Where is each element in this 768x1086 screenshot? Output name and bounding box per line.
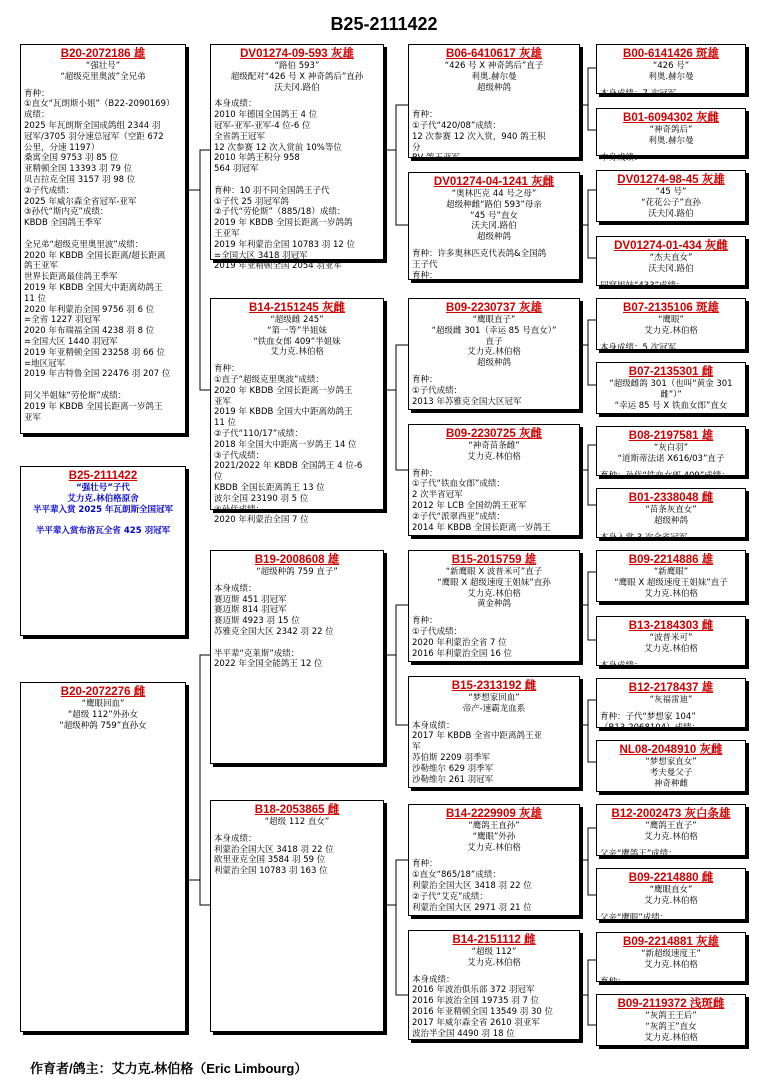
connector-b7: [384, 860, 408, 995]
result-line: RV 鸽王亚军: [412, 153, 460, 164]
ancestor-card-b28: [596, 804, 746, 859]
result-line: ②子代“派翠西亚”成绩：: [412, 511, 505, 522]
pigeon-note: 利奥.赫尔曼: [648, 135, 694, 146]
result-line: 2016 年波治全国 19735 羽 7 位: [412, 996, 540, 1007]
result-line: 沙勒维尔 261 羽冠军: [412, 774, 494, 785]
result-line: 贝吉拉克全国 3157 羽 98 位: [24, 174, 136, 185]
pigeon-note: 利奥.赫尔曼: [471, 71, 517, 82]
pigeon-note: “426 号”: [652, 61, 690, 71]
ancestor-card-b23: [596, 488, 746, 543]
result-line: ③子代成绩：: [214, 450, 265, 461]
result-line: 公里，分速 1197）: [24, 142, 100, 153]
result-line: 育种：: [412, 110, 438, 121]
highlight-line: [24, 515, 182, 526]
result-line: 分: [412, 142, 421, 153]
ancestor-card-b25: [596, 616, 746, 671]
pigeon-note: “鹰眼”: [658, 315, 684, 325]
pigeon-note: 艾力克.林伯格: [644, 831, 698, 842]
result-line: 冠军-亚军-亚军-4 位-6 位: [214, 120, 311, 131]
ring-number: B09-2214881 灰雄: [623, 936, 719, 948]
pigeon-note: 沃夫冈.路伯: [648, 208, 694, 219]
result-line: 育种：: [24, 88, 50, 99]
pigeon-note: 沃夫冈.路伯: [274, 82, 320, 93]
pigeon-note: “奥林匹克 44 号之母”: [451, 189, 537, 199]
result-line: =地区冠军: [24, 358, 66, 369]
result-line: 成绩：: [24, 110, 50, 121]
ancestor-card-b12: [408, 550, 580, 662]
result-line: 11 位: [24, 293, 47, 304]
ring-number: B09-2214880 雌: [628, 872, 714, 884]
result-line: 利蒙治全国 10783 羽 163 位: [214, 866, 328, 877]
ancestor-card-b10: [408, 298, 580, 410]
result-line: 2019 年 KBDB 全国大中距离幼鸽王: [214, 407, 353, 418]
ancestor-card-b15: [408, 930, 580, 1040]
result-line: 世界长距离最佳鸽王季军: [24, 272, 118, 283]
result-line: =全国大区 3418 羽冠军: [214, 250, 308, 261]
pigeon-note: 超级种鸽: [476, 358, 511, 369]
highlight-line: 艾力克.林伯格原舍: [67, 493, 139, 504]
pigeon-note: “鹰眼回血”: [81, 699, 125, 709]
result-line: 2019 年利蒙治全国 10783 羽 12 位: [214, 239, 355, 250]
pigeon-note: 艾力克.林伯格: [467, 588, 521, 599]
result-line: 同窝姐妹“433”成绩：: [600, 280, 685, 291]
result-line: 育种：: [214, 364, 240, 375]
sire-card: [20, 44, 186, 434]
ring-number: DV01274-98-45 灰雄: [617, 174, 725, 186]
highlight-line: 半平辈入赏 2025 年瓦朗斯全国冠军: [32, 504, 174, 515]
ring-number: B06-6410617 灰雄: [446, 48, 542, 60]
pigeon-note: “灰鸽王”直女: [645, 1021, 697, 1032]
pigeon-note: “超级种鸽 759 直子”: [256, 567, 338, 577]
pigeon-note: “鹰鸽王直子”: [645, 821, 697, 831]
pigeon-note: 雌”）”: [660, 389, 682, 400]
result-line: 育种：: [412, 270, 438, 281]
pigeon-note: 艾力克.林伯格: [644, 895, 698, 906]
result-line: 2012 年 LCB 全国幼鸽王亚军: [412, 500, 527, 511]
result-line: 苏伯斯 2209 羽季军: [412, 752, 491, 763]
pigeon-note: “神奇鸽后”: [649, 125, 693, 135]
ancestor-card-b8: [408, 44, 580, 164]
result-line: 全兄弟“超级克里奥里波”成绩：: [24, 239, 144, 250]
result-line: 赛迈斯 451 羽冠军: [214, 594, 287, 605]
result-line: ②子代“110/17”成绩：: [214, 428, 303, 439]
result-line: 桑寓全国 9753 羽 85 位: [24, 153, 119, 164]
pigeon-note: 超级配对“426 号 X 神奇鸽后”直孙: [230, 71, 364, 82]
ring-number: B20-2072186 雄: [60, 48, 146, 60]
pigeon-note: “道斯蒂法诺 X616/03”直子: [617, 453, 725, 464]
result-line: 本身成绩：: [214, 833, 257, 844]
ring-number: B09-2230725 灰雌: [446, 428, 542, 440]
ring-number: B12-2178437 雄: [628, 682, 714, 694]
pigeon-note: 黄金种鸽: [476, 599, 511, 610]
result-line: =全国大区 1440 羽冠军: [24, 336, 118, 347]
pigeon-note: 艾力克.林伯格: [467, 451, 521, 462]
result-line: 赛迈斯 814 羽冠军: [214, 605, 287, 616]
result-line: 欧里亚克全国 3584 羽 59 位: [214, 855, 326, 866]
ancestor-card-b30: [596, 932, 746, 987]
ring-number: B15-2015759 雄: [451, 554, 537, 566]
ring-number: B07-2135106 斑雄: [623, 302, 719, 314]
result-line: 育种：: [412, 616, 438, 627]
pigeon-note: “波普米可”: [649, 633, 693, 643]
highlight-line: 半平辈入赏布洛瓦全省 425 羽冠军: [35, 526, 171, 537]
result-line: 本身成绩：: [412, 974, 455, 985]
result-line: ①子代成绩：: [412, 385, 463, 396]
result-line: 2021/2022 年 KBDB 全国鸽王 4 位-6: [214, 461, 363, 472]
result-line: 2014 年 KBDB 全国长距离一岁鸽王: [412, 522, 551, 533]
ring-number: B00-6141426 斑雄: [623, 48, 719, 60]
pigeon-note: 帝产-速霸龙血系: [462, 703, 526, 714]
ancestor-card-b18: [596, 170, 746, 222]
result-line: 全省鸽王冠军: [214, 131, 266, 142]
pigeon-note: “杰夫直女”: [649, 253, 693, 263]
pigeon-note: 超级种雌“路伯 593”母亲: [446, 199, 542, 210]
result-line: ①子代成绩：: [412, 626, 463, 637]
result-line: 半平辈“克莱斯”成绩：: [214, 648, 300, 659]
pigeon-note: “鹰眼”外孙: [472, 831, 516, 842]
pigeon-note: “超级 112”: [471, 947, 517, 957]
ring-number: B20-2072276 雌: [60, 686, 146, 698]
result-line: 父亲“鹰眼”成绩：: [600, 912, 669, 923]
result-line: 2025 年威尔森全省冠军-亚军: [24, 196, 137, 207]
result-line: 2020 年 KBDB 全国长距离一岁鸽王: [214, 385, 353, 396]
pigeon-note: “梦想家直女”: [645, 757, 697, 767]
ancestor-card-b29: [596, 868, 746, 923]
result-line: 2018 年全国大中距离一岁鸽王 14 位: [214, 439, 357, 450]
result-line: 2019 年 KBDB 全国长距离一岁鸽王: [24, 401, 163, 412]
result-line: 育种：许多奥林匹克代表鸽&全国鸽: [412, 248, 547, 259]
pigeon-note: “第一等”半姐妹: [267, 325, 327, 336]
result-line: ①直女“瓦朗斯小姐”（B22-2090169）: [24, 99, 175, 110]
ring-number: B15-2313192 雌: [451, 680, 537, 692]
pigeon-note: “铁血女郎 409”半姐妹: [253, 336, 341, 347]
pigeon-note: 超级种鸽: [653, 515, 688, 526]
result-line: 沙勒维尔 629 羽季军: [412, 763, 494, 774]
connector-b5: [384, 345, 408, 470]
pigeon-note: “路伯 593”: [274, 61, 320, 71]
result-line: 赛迈斯 4923 羽 15 位: [214, 616, 300, 627]
highlight-line: “强壮号”子代: [76, 483, 130, 493]
connector-b12: [580, 572, 596, 640]
result-line: 本身成绩：5 次冠军: [600, 342, 677, 353]
result-line: ①直女“865/18”成绩：: [412, 870, 501, 881]
ring-number: B07-2135301 雌: [628, 366, 714, 378]
pigeon-note: “幸运 85 号 X 铁血女郎”直女: [614, 400, 728, 411]
pigeon-note: “超级雌 301（幸运 85 号直女）”: [431, 325, 557, 336]
ring-number: B12-2002473 灰白条雄: [611, 808, 731, 820]
result-line: 2020 年利蒙治全省 7 位: [412, 637, 507, 648]
subject-card: [20, 466, 186, 636]
result-line: ②子代“艾克”成绩：: [412, 891, 488, 902]
pigeon-note: 艾力克.林伯格: [467, 347, 521, 358]
result-line: 育种：: [412, 374, 438, 385]
pigeon-note: “超级 112 直女”: [264, 817, 330, 827]
result-line: [24, 229, 182, 240]
ancestor-card-b31: [596, 994, 746, 1046]
result-line: 2019 年亚精顿全国 2054 羽亚军: [214, 261, 342, 272]
ancestor-card-b14: [408, 804, 580, 916]
pigeon-note: 考夫曼父子: [649, 767, 693, 778]
ring-number: DV01274-04-1241 灰雌: [433, 176, 555, 188]
result-line: 2022 年全国全能鸽王 12 位: [214, 659, 323, 670]
ring-number: B09-2119372 浅斑雌: [617, 998, 725, 1010]
result-line: 2020 年利蒙治全国 9756 羽 6 位: [24, 304, 155, 315]
connector-b15: [580, 960, 596, 1025]
result-line: 2020 年 KBDB 全国长距离/超长距离: [24, 250, 166, 261]
result-line: 同父半姐妹“劳伦斯”成绩：: [24, 390, 127, 401]
pigeon-note: 超级种鸽: [476, 82, 511, 93]
result-line: 育种：10 羽不同全国鸽王子代: [214, 185, 330, 196]
page-title: B25-2111422: [330, 14, 438, 34]
connector-b11: [580, 445, 596, 505]
result-line: ①子代“420/08”成绩：: [412, 120, 501, 131]
result-line: 利蒙治全国大区 3418 羽 22 位: [412, 880, 532, 891]
pigeon-note: 沃夫冈.路伯: [471, 221, 517, 232]
pigeon-note: “新鹰眼 X 波普米可”直子: [445, 567, 543, 577]
ring-number: B25-2111422: [68, 470, 138, 482]
ring-number: B09-2230737 灰雄: [446, 302, 542, 314]
result-line: 2020 年利蒙治全国 7 位: [214, 515, 309, 526]
result-line: 育种：子代“梦想家 104”: [600, 711, 696, 722]
connector-b14: [580, 828, 596, 895]
result-line: 2013 年苏雅克全国大区冠军: [412, 396, 522, 407]
result-line: 王子代: [412, 259, 438, 270]
pigeon-note: “426 号 X 神奇鸽后”直子: [444, 61, 544, 71]
ring-number: B14-2151112 雌: [452, 934, 536, 946]
pigeon-note: 艾力克.林伯格: [270, 347, 324, 358]
result-line: [214, 175, 380, 186]
result-line: KBDB 全国鸽王季军: [24, 218, 102, 229]
result-line: （B13-2068104）成绩：: [600, 722, 701, 733]
ring-number: B08-2197581 雄: [628, 430, 714, 442]
pigeon-note: “鹰眼直女”: [649, 885, 693, 895]
result-line: ④孙代成绩：: [214, 504, 265, 515]
pigeon-note: “鹰眼直子”: [472, 315, 516, 325]
result-line: 12 次参赛 12 次入赏，940 鸽王积: [412, 131, 546, 142]
ancestor-card-b9: [408, 172, 580, 280]
pigeon-note: “强壮号”: [85, 61, 121, 71]
ring-number: B01-2338048 雌: [628, 492, 714, 504]
result-line: 2025 年瓦朗斯全国成鸽组 2344 羽: [24, 120, 161, 131]
result-line: 2016 年亚精顿全国 13549 羽 30 位: [412, 1006, 553, 1017]
result-line: 2010 年鸽王积分 958: [214, 153, 300, 164]
pigeon-note: 艾力克.林伯格: [644, 1032, 698, 1043]
granddam-paternal-card: [210, 298, 384, 526]
result-line: 利蒙治全国大区 2971 羽 21 位: [412, 902, 532, 913]
connector-b4: [384, 105, 408, 225]
pigeon-note: “超级雌 245”: [270, 315, 324, 325]
ancestor-card-b21: [596, 362, 746, 414]
result-line: 育种：: [600, 976, 626, 987]
result-line: 亚精顿全国 13393 羽 79 位: [24, 164, 133, 175]
pigeon-note: “梦想家回血”: [468, 693, 520, 703]
pigeon-note: “新超级速度王”: [641, 949, 701, 959]
ring-number: B14-2229909 灰雄: [446, 808, 542, 820]
result-line: 本身成绩：: [412, 720, 455, 731]
result-line: 本身成绩：: [214, 99, 257, 110]
result-line: =全省 1227 羽冠军: [24, 315, 101, 326]
result-line: 育种：: [412, 468, 438, 479]
connector-b8: [580, 68, 596, 130]
pigeon-note: “新鹰眼”: [653, 567, 689, 577]
result-line: ③孙代“斯内克”成绩：: [24, 207, 109, 218]
ring-number: DV01274-09-593 灰雄: [240, 48, 354, 60]
ancestor-card-b16: [596, 44, 746, 99]
result-line: 564 羽冠军: [214, 164, 259, 175]
ring-number: B14-2151245 灰雌: [249, 302, 345, 314]
connector-dam: [186, 655, 210, 905]
pigeon-note: “45 号”直女: [470, 210, 518, 221]
pigeon-note: 艾力克.林伯格: [644, 588, 698, 599]
result-line: 2019 年 KBDB 全国大中距离幼鸽王: [24, 282, 163, 293]
ancestor-card-b19: [596, 236, 746, 291]
pigeon-note: 利奥.赫尔曼: [648, 71, 694, 82]
pigeon-note: 超级种鸽: [476, 232, 511, 243]
result-line: ②子代“劳伦斯”（885/18）成绩：: [214, 207, 346, 218]
ring-number: B19-2008608 雄: [254, 554, 340, 566]
result-line: 2017 年威尔森全省 2610 羽亚军: [412, 1017, 540, 1028]
pigeon-note: 艾力克.林伯格: [644, 643, 698, 654]
result-line: 本身成绩：7 次冠军: [600, 88, 677, 99]
result-line: 利蒙治全国大区 3418 羽 22 位: [214, 844, 334, 855]
result-line: 本身成绩：: [214, 583, 257, 594]
result-line: KBDB 全国长距离鸽王 13 位: [214, 482, 325, 493]
result-line: 本身入赏 3 次全省冠军: [600, 532, 688, 543]
pigeon-note: 沃夫冈.路伯: [648, 263, 694, 274]
result-line: 2 次半省冠军: [412, 490, 463, 501]
result-line: 冠军/3705 羽分速总冠军（空距 672: [24, 131, 164, 142]
result-line: 本身成绩：: [600, 152, 643, 163]
result-line: 2019 年 KBDB 全国长距离一岁鸽鸽: [214, 218, 353, 229]
connector-sire: [186, 150, 210, 390]
grandsire-paternal-card: [210, 44, 384, 272]
connector-b13: [580, 700, 596, 762]
connector-b10: [580, 320, 596, 385]
ancestor-card-b22: [596, 426, 746, 481]
result-line: 2016 年波治俱乐部 372 羽冠军: [412, 985, 535, 996]
result-line: 2016 年利蒙治全国 16 位: [412, 648, 513, 659]
ancestor-card-b20: [596, 298, 746, 353]
result-line: 育种：孙代“铁血女郎 409”成绩：: [600, 470, 730, 481]
result-line: 2010 年德国全国鸽王 4 位: [214, 110, 318, 121]
pigeon-note: “超级种鸽 759”直孙女: [59, 720, 147, 731]
pigeon-note: “45 号”: [655, 187, 687, 197]
ancestor-card-b17: [596, 108, 746, 163]
result-line: 军: [412, 742, 421, 753]
pigeon-note: “神奇苗条雌”: [468, 441, 520, 451]
ancestor-card-b24: [596, 550, 746, 602]
breeder-footer: 作育者/鸽主：艾力克.林伯格（Eric Limbourg）: [30, 1061, 308, 1076]
pigeon-note: 艾力克.林伯格: [644, 959, 698, 970]
connector-b6: [384, 605, 408, 725]
result-line: 鸽王亚军: [24, 261, 59, 272]
result-line: ①子代“铁血女郎”成绩：: [412, 479, 505, 490]
granddam-maternal-card: [210, 800, 384, 1032]
pigeon-note: “灰白羽”: [653, 443, 689, 453]
pigeon-note: 神奇种雌: [653, 778, 688, 789]
result-line: 2019 年吉特鲁全国 22476 羽 207 位: [24, 369, 171, 380]
pigeon-note: “超级 112”外孙女: [67, 709, 139, 720]
result-line: 波治半全国 4490 羽 18 位: [412, 1028, 515, 1039]
result-line: ①直子“超级克里奥波”成绩：: [214, 374, 324, 385]
result-line: ②子代成绩：: [24, 185, 75, 196]
ring-number: DV01274-01-434 灰雌: [614, 240, 728, 252]
pigeon-note: 艾力克.林伯格: [467, 842, 521, 853]
pigeon-note: “鹰眼 X 超级速度王姐妹”直子: [614, 577, 728, 588]
pigeon-note: “灰福雷迪”: [649, 695, 693, 705]
result-line: 2019 年亚精顿全国 23258 羽 66 位: [24, 347, 165, 358]
ring-number: B13-2184303 雌: [628, 620, 714, 632]
result-line: 育种：: [412, 859, 438, 870]
result-line: [412, 99, 576, 110]
ancestor-card-b26: [596, 678, 746, 733]
pigeon-note: 直子: [485, 336, 503, 347]
connector-b9: [580, 190, 596, 258]
result-line: 2020 年布瑞福全国 4238 羽 8 位: [24, 326, 155, 337]
result-line: [214, 638, 380, 649]
result-line: 本身成绩：: [600, 660, 643, 671]
result-line: 苏雅克全国大区 2342 羽 22 位: [214, 626, 334, 637]
result-line: ①子代 25 羽冠军鸽: [214, 196, 289, 207]
result-line: 王亚军: [214, 228, 240, 239]
ring-number: B01-6094302 灰雌: [623, 112, 719, 124]
ancestor-card-b11: [408, 424, 580, 536]
ring-number: B18-2053865 雌: [254, 804, 340, 816]
pigeon-note: “灰鸽王王后”: [645, 1011, 697, 1021]
ancestor-card-b13: [408, 676, 580, 788]
result-line: 位: [214, 472, 223, 483]
pigeon-note: “超级克里奥波”全兄弟: [60, 71, 146, 82]
result-line: 亚军: [214, 396, 232, 407]
dam-card: [20, 682, 186, 1032]
ring-number: B09-2214886 雄: [628, 554, 714, 566]
result-line: 父亲“鹰鸽王”成绩：: [600, 848, 677, 859]
result-line: 波尔全国 23190 羽 5 位: [214, 493, 309, 504]
result-line: 亚军: [24, 412, 42, 423]
result-line: [24, 380, 182, 391]
ring-number: NL08-2048910 灰雌: [619, 744, 723, 756]
pigeon-note: “超级雌鸽 301（也叫“黄金 301: [609, 379, 733, 389]
result-line: 11 位: [214, 418, 237, 429]
pigeon-note: “鹰鸽王直孙”: [468, 821, 520, 831]
pigeon-note: 艾力克.林伯格: [467, 957, 521, 968]
pigeon-note: “花花公子”直孙: [641, 197, 701, 208]
pigeon-note: “鹰眼 X 超级速度王姐妹”直孙: [437, 577, 551, 588]
result-line: 2017 年 KBDB 全省中距离鸽王亚: [412, 731, 543, 742]
grandsire-maternal-card: [210, 550, 384, 764]
ancestor-card-b27: [596, 740, 746, 792]
result-line: 12 次参赛 12 次入赏前 10%等位: [214, 142, 342, 153]
pigeon-note: 艾力克.林伯格: [644, 325, 698, 336]
pigeon-note: “苗条灰直女”: [645, 505, 697, 515]
